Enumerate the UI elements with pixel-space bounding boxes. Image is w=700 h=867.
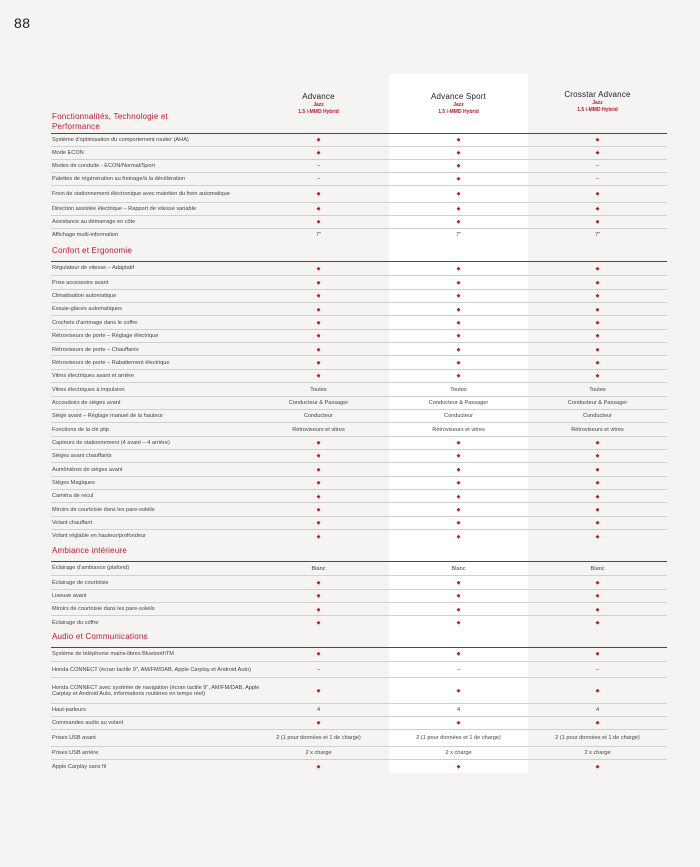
included-diamond-icon: ◆: [456, 606, 461, 613]
feature-value: 2 x charge: [445, 750, 472, 757]
included-diamond-icon: ◆: [316, 720, 321, 727]
table-row: [51, 589, 667, 603]
table-row: [51, 449, 667, 463]
included-diamond-icon: ◆: [316, 651, 321, 658]
included-diamond-icon: ◆: [456, 619, 461, 626]
included-diamond-icon: ◆: [456, 206, 461, 213]
included-diamond-icon: ◆: [316, 619, 321, 626]
feature-label: Éclairage du coffre: [52, 619, 99, 626]
included-diamond-icon: ◆: [316, 360, 321, 366]
feature-label: Apple Carplay sans fil: [52, 763, 107, 770]
feature-label: Aumônières de sièges avant: [52, 466, 123, 473]
feature-label: Prise accessoire avant: [52, 279, 109, 286]
feature-value: 7": [455, 232, 462, 239]
table-row: [51, 677, 667, 704]
included-diamond-icon: ◆: [595, 373, 600, 380]
feature-label: Caméra de recul: [52, 493, 94, 500]
feature-label: Honda CONNECT avec système de navigation (écran tactile 9", AM/FM/DAB, Apple Carplay et Android Auto, informations routières en temps réel): [52, 684, 260, 697]
table-row: [51, 369, 667, 383]
feature-value: 7": [594, 232, 601, 239]
included-diamond-icon: ◆: [456, 440, 461, 447]
feature-label: Prises USB arrière: [52, 750, 99, 757]
feature-label: Système d’optimisation du comportement routier (AHA): [52, 136, 189, 143]
included-diamond-icon: ◆: [456, 720, 461, 727]
included-diamond-icon: ◆: [316, 150, 321, 157]
included-diamond-icon: ◆: [316, 579, 321, 586]
feature-label: Capteurs de stationnement (4 avant – 4 arrière): [52, 439, 170, 446]
included-diamond-icon: ◆: [316, 265, 321, 272]
feature-label: Affichage multi-information: [52, 232, 119, 239]
feature-label: Fonctions de la clé plip: [52, 426, 109, 433]
table-row: [51, 302, 667, 316]
table-row: [51, 716, 667, 730]
model-name: Advance Sport: [430, 92, 487, 101]
feature-label: Liseuse avant: [52, 593, 87, 600]
section-title: Fonctionnalités, Technologie et Performance: [52, 112, 168, 131]
included-diamond-icon: ◆: [316, 136, 321, 143]
feature-label: Régulateur de vitesse – Adaptatif: [52, 265, 135, 272]
feature-label: Volant réglable en hauteur/profondeur: [52, 533, 146, 540]
table-row: [51, 476, 667, 490]
included-diamond-icon: ◆: [316, 453, 321, 460]
feature-value: 7": [315, 232, 322, 239]
feature-label: Mode ECON: [52, 150, 84, 157]
model-header-advance-sport: [389, 92, 528, 115]
included-diamond-icon: ◆: [456, 333, 461, 340]
included-diamond-icon: ◆: [595, 619, 600, 626]
feature-label: Frein de stationnement électronique avec maintien du frein automatique: [52, 191, 230, 198]
feature-value: Blanc: [451, 565, 466, 572]
included-diamond-icon: ◆: [316, 520, 321, 527]
table-row: [51, 202, 667, 216]
included-diamond-icon: ◆: [456, 579, 461, 586]
included-diamond-icon: ◆: [595, 453, 600, 460]
table-row: [51, 602, 667, 616]
feature-label: Rétroviseurs de porte – Rabattement électrique: [52, 359, 170, 366]
feature-label: Siège avant – Réglage manuel de la hauteur: [52, 413, 163, 420]
included-diamond-icon: ◆: [595, 191, 600, 198]
included-diamond-icon: ◆: [595, 150, 600, 157]
included-diamond-icon: ◆: [595, 440, 600, 447]
feature-value: 4: [456, 707, 461, 714]
included-diamond-icon: ◆: [456, 279, 461, 286]
feature-value: Conducteur: [583, 413, 612, 420]
included-diamond-icon: ◆: [595, 306, 600, 313]
table-row: [51, 382, 667, 396]
model-name: Advance: [302, 92, 335, 101]
feature-label: Assistance au démarrage en côte: [52, 219, 136, 226]
table-row: [51, 462, 667, 476]
feature-label: Climatisation automatique: [52, 293, 117, 300]
included-diamond-icon: ◆: [316, 346, 321, 353]
included-diamond-icon: ◆: [456, 176, 461, 183]
table-row: [51, 422, 667, 436]
feature-value: Rétroviseurs et vitres: [571, 426, 624, 433]
included-diamond-icon: ◆: [595, 265, 600, 272]
feature-value: Toutes: [310, 386, 327, 393]
included-diamond-icon: ◆: [595, 466, 600, 473]
model-header-advance: [249, 92, 388, 115]
model-engine: 1.5 i-MMD Hybrid: [438, 108, 479, 115]
included-diamond-icon: ◆: [456, 293, 461, 300]
included-diamond-icon: ◆: [456, 480, 461, 487]
feature-value: Conducteur & Passager: [567, 400, 628, 407]
included-diamond-icon: ◆: [595, 333, 600, 340]
model-name: Crosstar Advance: [564, 90, 631, 99]
feature-value: –: [456, 666, 461, 673]
feature-label: Miroirs de courtoisie dans les pare-soleils: [52, 606, 155, 613]
included-diamond-icon: ◆: [595, 593, 600, 600]
table-row: [51, 759, 667, 774]
table-row: [51, 172, 667, 186]
feature-value: Conducteur & Passager: [288, 400, 349, 407]
feature-value: 2 x charge: [305, 750, 332, 757]
included-diamond-icon: ◆: [456, 520, 461, 527]
table-row: [51, 134, 667, 146]
included-diamond-icon: ◆: [595, 480, 600, 487]
included-diamond-icon: ◆: [595, 763, 600, 770]
included-diamond-icon: ◆: [595, 293, 600, 300]
included-diamond-icon: ◆: [456, 136, 461, 143]
table-row: [51, 502, 667, 516]
feature-label: Accoudoirs de sièges avant: [52, 399, 121, 406]
table-row: [51, 315, 667, 329]
feature-label: Commandes audio au volant: [52, 720, 124, 727]
feature-value: 2 x charge: [584, 750, 611, 757]
included-diamond-icon: ◆: [456, 651, 461, 658]
model-sub-model: Jazz: [453, 102, 464, 108]
included-diamond-icon: ◆: [456, 763, 461, 770]
feature-label: Direction assistée électrique – Rapport de vitesse variable: [52, 206, 196, 213]
included-diamond-icon: ◆: [456, 265, 461, 272]
feature-value: Conducteur & Passager: [428, 400, 489, 407]
feature-value: 4: [316, 707, 321, 714]
feature-value: –: [595, 666, 600, 673]
table-row: [51, 648, 667, 661]
included-diamond-icon: ◆: [456, 163, 461, 170]
table-row: [51, 262, 667, 275]
included-diamond-icon: ◆: [316, 440, 321, 447]
included-diamond-icon: ◆: [316, 466, 321, 473]
table-row: [51, 342, 667, 356]
included-diamond-icon: ◆: [456, 533, 461, 540]
model-sub-model: Jazz: [313, 102, 324, 108]
table-row: [51, 529, 667, 543]
feature-value: –: [316, 666, 321, 673]
included-diamond-icon: ◆: [595, 687, 600, 694]
included-diamond-icon: ◆: [316, 293, 321, 300]
included-diamond-icon: ◆: [595, 219, 600, 226]
included-diamond-icon: ◆: [456, 346, 461, 353]
included-diamond-icon: ◆: [316, 306, 321, 313]
included-diamond-icon: ◆: [595, 319, 600, 326]
feature-label: Crochets d’arrimage dans le coffre: [52, 319, 138, 326]
included-diamond-icon: ◆: [595, 493, 600, 500]
feature-value: –: [316, 163, 321, 170]
included-diamond-icon: ◆: [456, 506, 461, 513]
table-row: [51, 409, 667, 423]
table-row: [51, 615, 667, 629]
feature-label: Volant chauffant: [52, 520, 93, 527]
feature-label: Sièges avant chauffants: [52, 453, 112, 460]
feature-value: 2 (1 pour données et 1 de charge): [555, 735, 640, 742]
included-diamond-icon: ◆: [595, 720, 600, 727]
included-diamond-icon: ◆: [595, 606, 600, 613]
table-row: [51, 146, 667, 160]
included-diamond-icon: ◆: [456, 493, 461, 500]
feature-value: 4: [595, 707, 600, 714]
included-diamond-icon: ◆: [595, 346, 600, 353]
included-diamond-icon: ◆: [316, 493, 321, 500]
feature-value: Conducteur: [304, 413, 333, 420]
table-row: [51, 355, 667, 369]
included-diamond-icon: ◆: [316, 319, 321, 326]
feature-label: Miroirs de courtoisie dans les pare-soleils: [52, 506, 155, 513]
included-diamond-icon: ◆: [316, 279, 321, 286]
included-diamond-icon: ◆: [316, 333, 321, 340]
feature-label: Système de téléphonie mains-libres BluetoothTM: [52, 651, 174, 658]
included-diamond-icon: ◆: [456, 687, 461, 694]
feature-label: Palettes de régénération au freinage/à la décélération: [52, 176, 186, 183]
included-diamond-icon: ◆: [316, 687, 321, 694]
included-diamond-icon: ◆: [316, 763, 321, 770]
feature-value: Blanc: [590, 565, 605, 572]
feature-label: Vitres électriques avant et arrière: [52, 373, 134, 380]
feature-value: –: [595, 163, 600, 170]
feature-label: Prises USB avant: [52, 735, 96, 742]
section-title: Confort et Ergonomie: [52, 246, 133, 255]
table-row: [51, 275, 667, 289]
model-engine: 1.5 i-MMD Hybrid: [577, 106, 618, 113]
table-row: [51, 159, 667, 173]
feature-label: Rétroviseurs de porte – Réglage électrique: [52, 333, 159, 340]
included-diamond-icon: ◆: [456, 593, 461, 600]
page-number: 88: [14, 15, 31, 31]
included-diamond-icon: ◆: [595, 206, 600, 213]
feature-label: Modes de conduite - ECON/Normal/Sport: [52, 163, 155, 170]
table-row: [51, 703, 667, 717]
feature-value: Toutes: [450, 386, 467, 393]
table-row: [51, 575, 667, 589]
model-header-crosstar-advance: [528, 90, 667, 113]
included-diamond-icon: ◆: [595, 533, 600, 540]
included-diamond-icon: ◆: [316, 219, 321, 226]
included-diamond-icon: ◆: [456, 373, 461, 380]
included-diamond-icon: ◆: [316, 191, 321, 198]
included-diamond-icon: ◆: [456, 319, 461, 326]
included-diamond-icon: ◆: [595, 520, 600, 527]
feature-value: 2 (1 pour données et 1 de charge): [416, 735, 501, 742]
feature-value: Rétroviseurs et vitres: [432, 426, 485, 433]
feature-label: Essuie-glaces automatiques: [52, 306, 122, 313]
table-row: [51, 746, 667, 760]
feature-value: Conducteur: [444, 413, 473, 420]
table-row: [51, 562, 667, 575]
table-row: [51, 185, 667, 203]
included-diamond-icon: ◆: [316, 506, 321, 513]
section-title: Ambiance intérieure: [52, 546, 127, 555]
table-row: [51, 489, 667, 503]
included-diamond-icon: ◆: [595, 651, 600, 658]
feature-label: Haut-parleurs: [52, 707, 86, 714]
feature-value: Toutes: [589, 386, 606, 393]
feature-label: Vitres électriques à impulsion: [52, 386, 125, 393]
included-diamond-icon: ◆: [456, 466, 461, 473]
table-row: [51, 228, 667, 242]
feature-label: Éclairage de courtoisie: [52, 579, 109, 586]
feature-label: Sièges Magiques: [52, 480, 95, 487]
feature-value: 2 (1 pour données et 1 de charge): [276, 735, 361, 742]
table-row: [51, 516, 667, 530]
included-diamond-icon: ◆: [316, 480, 321, 487]
model-engine: 1.5 i-MMD Hybrid: [298, 108, 339, 115]
table-row: [51, 436, 667, 450]
included-diamond-icon: ◆: [595, 579, 600, 586]
feature-value: Rétroviseurs et vitres: [292, 426, 345, 433]
table-row: [51, 661, 667, 678]
feature-value: Blanc: [311, 565, 326, 572]
included-diamond-icon: ◆: [595, 279, 600, 286]
included-diamond-icon: ◆: [456, 219, 461, 226]
section-title: Audio et Communications: [52, 632, 148, 641]
included-diamond-icon: ◆: [456, 191, 461, 198]
feature-value: –: [595, 176, 600, 183]
model-sub-model: Jazz: [592, 100, 603, 106]
table-row: [51, 289, 667, 303]
included-diamond-icon: ◆: [316, 373, 321, 380]
feature-label: Rétroviseurs de porte – Chauffants: [52, 346, 139, 353]
included-diamond-icon: ◆: [456, 453, 461, 460]
feature-value: –: [316, 176, 321, 183]
included-diamond-icon: ◆: [316, 206, 321, 213]
feature-label: Éclairage d’ambiance (plafond): [52, 565, 130, 572]
table-row: [51, 396, 667, 410]
table-row: [51, 729, 667, 747]
included-diamond-icon: ◆: [595, 360, 600, 366]
included-diamond-icon: ◆: [456, 306, 461, 313]
included-diamond-icon: ◆: [595, 506, 600, 513]
included-diamond-icon: ◆: [316, 533, 321, 540]
feature-label: Honda CONNECT (écran tactile 9", AM/FM/DAB, Apple Carplay et Android Auto): [52, 666, 251, 673]
included-diamond-icon: ◆: [456, 150, 461, 157]
table-row: [51, 215, 667, 229]
included-diamond-icon: ◆: [595, 136, 600, 143]
table-row: [51, 329, 667, 343]
included-diamond-icon: ◆: [456, 360, 461, 366]
included-diamond-icon: ◆: [316, 606, 321, 613]
included-diamond-icon: ◆: [316, 593, 321, 600]
